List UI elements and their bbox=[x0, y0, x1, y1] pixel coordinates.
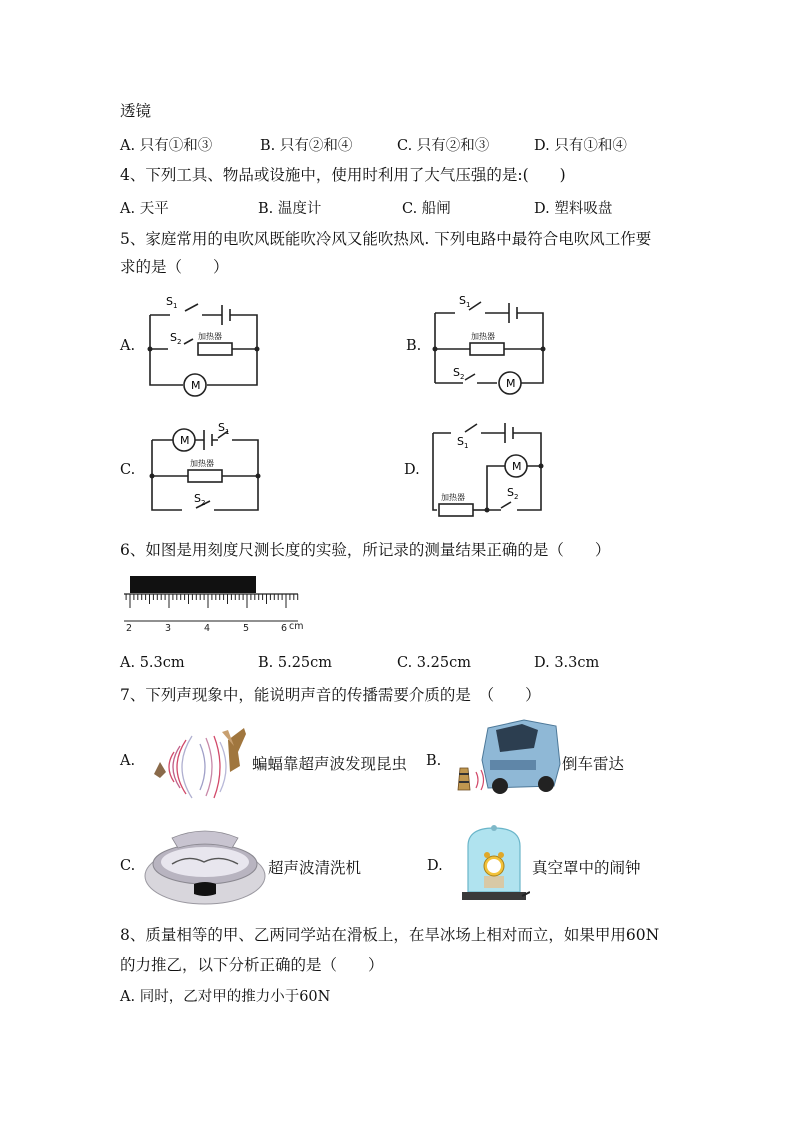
q5-label-b[interactable]: B. bbox=[406, 338, 422, 354]
svg-text:S2: $S_2$ bbox=[194, 492, 206, 507]
q4-option-d[interactable]: D. 塑料吸盘 bbox=[534, 201, 613, 217]
q8-stem-line2: 的力推乙，以下分析正确的是（ ） bbox=[120, 956, 384, 974]
svg-text:S2: $S_2$ bbox=[170, 331, 182, 346]
q7-caption-c: 超声波清洗机 bbox=[268, 859, 362, 877]
q3-tail: 透镜 bbox=[120, 102, 152, 120]
q5-stem-line1: 5、家庭常用的电吹风既能吹冷风又能吹热风. 下列电路中最符合电吹风工作要 bbox=[120, 230, 652, 248]
circuit-diagram-d bbox=[425, 418, 555, 518]
q7-label-d[interactable]: D. bbox=[427, 858, 443, 874]
svg-text:S1: $S_1$ bbox=[166, 295, 178, 310]
svg-text:M: M bbox=[191, 379, 201, 392]
q3-option-a[interactable]: A. 只有①和③ bbox=[120, 138, 213, 154]
q3-option-b[interactable]: B. 只有②和④ bbox=[260, 138, 353, 154]
q8-stem-line1: 8、质量相等的甲、乙两同学站在滑板上，在旱冰场上相对而立，如果甲用60N bbox=[120, 926, 660, 944]
q5-label-a[interactable]: A. bbox=[120, 338, 136, 354]
q5-label-c[interactable]: C. bbox=[120, 462, 136, 478]
svg-text:加热器: 加热器 bbox=[190, 459, 214, 468]
q6-option-d[interactable]: D. 3.3cm bbox=[534, 655, 600, 671]
q4-option-a[interactable]: A. 天平 bbox=[120, 201, 169, 217]
q4-option-c[interactable]: C. 船闸 bbox=[402, 201, 451, 217]
circuit-diagram-b bbox=[425, 288, 555, 400]
reversing-radar-image bbox=[448, 716, 562, 796]
q7-label-c[interactable]: C. bbox=[120, 858, 136, 874]
q6-option-a[interactable]: A. 5.3cm bbox=[120, 655, 185, 671]
q7-stem: 7、下列声现象中，能说明声音的传播需要介质的是 （ ） bbox=[120, 686, 541, 704]
q7-label-a[interactable]: A. bbox=[120, 753, 136, 769]
ruler-unit: cm bbox=[289, 621, 304, 632]
svg-text:S2: $S_2$ bbox=[507, 486, 519, 501]
q3-option-c[interactable]: C. 只有②和③ bbox=[397, 138, 490, 154]
ruler-label-5: 5 bbox=[243, 623, 250, 634]
svg-text:S2: $S_2$ bbox=[453, 366, 465, 381]
svg-text:S1: $S_1$ bbox=[457, 435, 469, 450]
ruler-label-4: 4 bbox=[204, 623, 211, 634]
svg-text:S1: $S_1$ bbox=[459, 294, 471, 309]
q4-stem: 4、下列工具、物品或设施中，使用时利用了大气压强的是:( ) bbox=[120, 166, 566, 184]
svg-text:加热器: 加热器 bbox=[198, 332, 222, 341]
q5-label-d[interactable]: D. bbox=[404, 462, 420, 478]
ruler-figure bbox=[118, 573, 308, 635]
svg-text:M: M bbox=[512, 460, 522, 473]
q7-caption-b: 倒车雷达 bbox=[562, 755, 625, 773]
q3-option-d[interactable]: D. 只有①和④ bbox=[534, 138, 627, 154]
circuit-diagram-a bbox=[140, 288, 270, 400]
svg-text:加热器: 加热器 bbox=[471, 332, 495, 341]
measured-object-bar bbox=[130, 576, 256, 593]
ruler-label-6: 6 bbox=[281, 623, 288, 634]
q6-stem: 6、如图是用刻度尺测长度的实验，所记录的测量结果正确的是（ ） bbox=[120, 541, 611, 559]
q6-option-c[interactable]: C. 3.25cm bbox=[397, 655, 471, 671]
q7-label-b[interactable]: B. bbox=[426, 753, 442, 769]
bat-ultrasound-image bbox=[150, 722, 250, 802]
q5-stem-line2: 求的是（ ） bbox=[120, 258, 229, 276]
svg-text:M: M bbox=[180, 434, 190, 447]
svg-text:M: M bbox=[506, 377, 516, 390]
q4-option-b[interactable]: B. 温度计 bbox=[258, 201, 322, 217]
ruler-label-3: 3 bbox=[165, 623, 172, 634]
q7-caption-a: 蝙蝠靠超声波发现昆虫 bbox=[252, 755, 408, 773]
q7-caption-d: 真空罩中的闹钟 bbox=[532, 859, 641, 877]
q6-option-b[interactable]: B. 5.25cm bbox=[258, 655, 333, 671]
ruler-label-2: 2 bbox=[126, 623, 133, 634]
svg-text:S1: $S_1$ bbox=[218, 421, 230, 436]
ultrasonic-cleaner-image bbox=[142, 824, 268, 906]
bell-jar-alarm-clock-image bbox=[458, 822, 530, 908]
svg-text:加热器: 加热器 bbox=[441, 493, 465, 502]
q8-option-a[interactable]: A. 同时，乙对甲的推力小于60N bbox=[120, 989, 331, 1005]
circuit-diagram-c bbox=[140, 418, 270, 518]
